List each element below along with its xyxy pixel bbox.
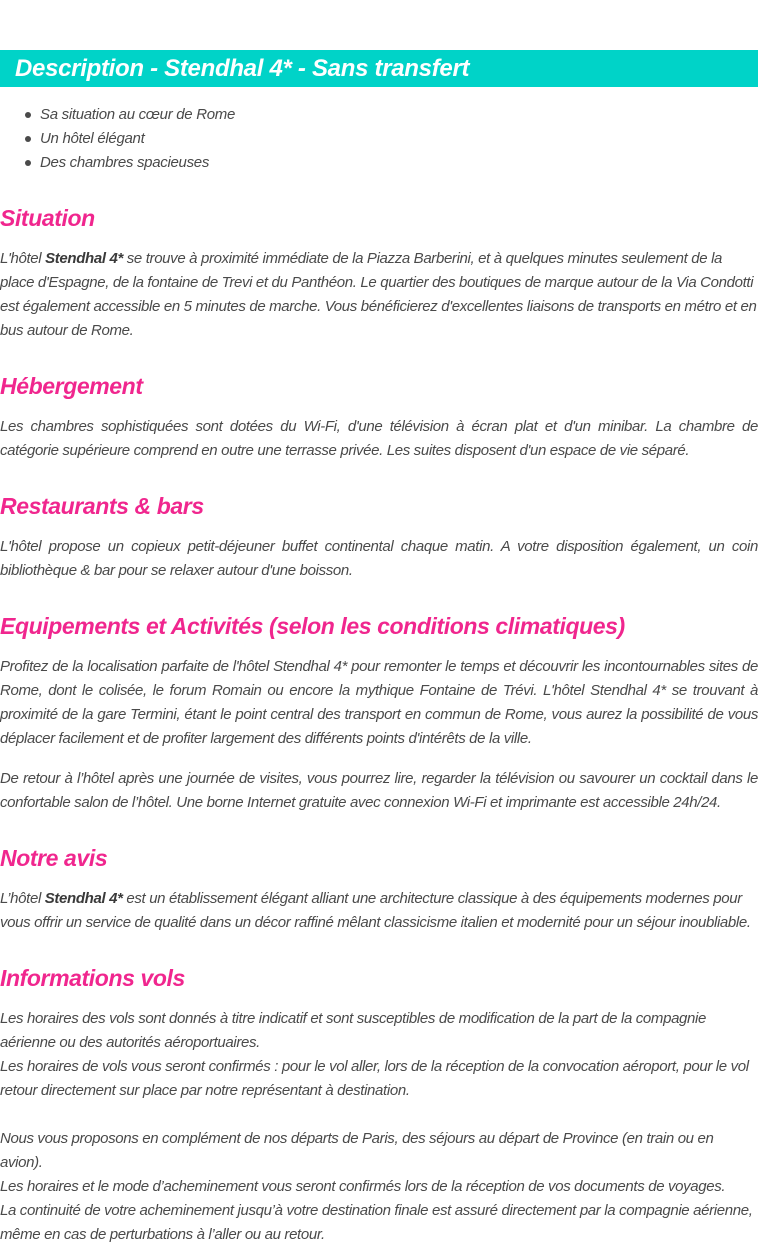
- section-title-equipements: Equipements et Activités (selon les conditions climatiques): [0, 613, 625, 639]
- situation-text: [0, 247, 758, 343]
- description-banner: [0, 50, 758, 87]
- highlight-item: [0, 151, 235, 175]
- section-title-situation: Situation: [0, 205, 95, 231]
- highlight-text: Des chambres spacieuses: [40, 154, 210, 171]
- situation-body: se trouve à proximité immédiate de la Piazza Barberini, et à quelques minutes seulement de la place d'Espagne, de la fontaine de Trevi et du Panthéon. Le quartier des boutiques de marque autour de la Via Condotti est également accessible en 5 minutes de marche. Vous bénéficierez d'excellentes liaisons de transports en métro et en bus autour de Rome.: [0, 250, 757, 339]
- hotel-name: Stendhal 4*: [45, 250, 123, 267]
- bullet-icon: [25, 160, 31, 166]
- vols-block-1: [0, 1007, 758, 1103]
- highlight-text: Un hôtel élégant: [40, 130, 145, 147]
- highlights-list: [0, 103, 235, 175]
- highlight-item: [0, 127, 235, 151]
- highlight-item: [0, 103, 235, 127]
- vols-text: Les horaires et le mode d’acheminement vous seront confirmés lors de la réception de vos documents de voyages.: [0, 1178, 726, 1195]
- vols-text: Nous vous proposons en complément de nos départs de Paris, des séjours au départ de Province (en train ou en avion).: [0, 1130, 714, 1171]
- bullet-icon: [25, 136, 31, 142]
- section-title-hebergement: Hébergement: [0, 373, 143, 399]
- avis-text: [0, 887, 758, 935]
- avis-prefix: L’hôtel: [0, 890, 45, 907]
- situation-prefix: L'hôtel: [0, 250, 46, 267]
- avis-body: est un établissement élégant alliant une architecture classique à des équipements modernes pour vous offrir un service de qualité dans un décor raffiné mêlant classicisme italien et modernité pour un séjour inoubliable.: [0, 890, 751, 931]
- section-title-restaurants: Restaurants & bars: [0, 493, 204, 519]
- hebergement-text: Les chambres sophistiquées sont dotées du Wi-Fi, d'une télévision à écran plat et d'un minibar. La chambre de catégorie supérieure comprend en outre une terrasse privée. Les suites disposent d'un espace de vie séparé.: [0, 418, 758, 459]
- hotel-name: Stendhal 4*: [44, 890, 123, 907]
- highlight-text: Sa situation au cœur de Rome: [40, 106, 236, 123]
- vols-text: Les horaires de vols vous seront confirmés : pour le vol aller, lors de la réception de la convocation aéroport, pour le vol retour directement sur place par notre représentant à destination.: [0, 1058, 749, 1099]
- section-title-avis: Notre avis: [0, 845, 108, 871]
- equipements-text-1: Profitez de la localisation parfaite de l'hôtel Stendhal 4* pour remonter le temps et découvrir les incontournables sites de Rome, dont le colisée, le forum Romain ou encore la mythique Fontaine de Trévi. L'hôtel Stendhal 4* se trouvant à proximité de la gare Termini, étant le point central des transport en commun de Rome, vous aurez la possibilité de vous déplacer facilement et de profiter largement des différents points d'intérêts de la ville.: [0, 658, 758, 747]
- vols-text: La continuité de votre acheminement jusqu’à votre destination finale est assuré directement par la compagnie aérienne, même en cas de perturbations à l’aller ou au retour.: [0, 1202, 753, 1243]
- vols-block-2: [0, 1127, 758, 1247]
- section-title-vols: Informations vols: [0, 965, 185, 991]
- restaurants-text: L'hôtel propose un copieux petit-déjeuner buffet continental chaque matin. A votre disposition également, un coin bibliothèque & bar pour se relaxer autour d'une boisson.: [0, 538, 758, 579]
- equipements-text-2: De retour à l’hôtel après une journée de visites, vous pourrez lire, regarder la télévision ou savourer un cocktail dans le confortable salon de l’hôtel. Une borne Internet gratuite avec connexion Wi-Fi et imprimante est accessible 24h/24.: [0, 770, 758, 811]
- bullet-icon: [25, 112, 31, 118]
- page-title: Description - Stendhal 4* - Sans transfert: [15, 54, 470, 82]
- vols-text: Les horaires des vols sont donnés à titre indicatif et sont susceptibles de modification de la part de la compagnie aérienne ou des autorités aéroportuaires.: [0, 1010, 707, 1051]
